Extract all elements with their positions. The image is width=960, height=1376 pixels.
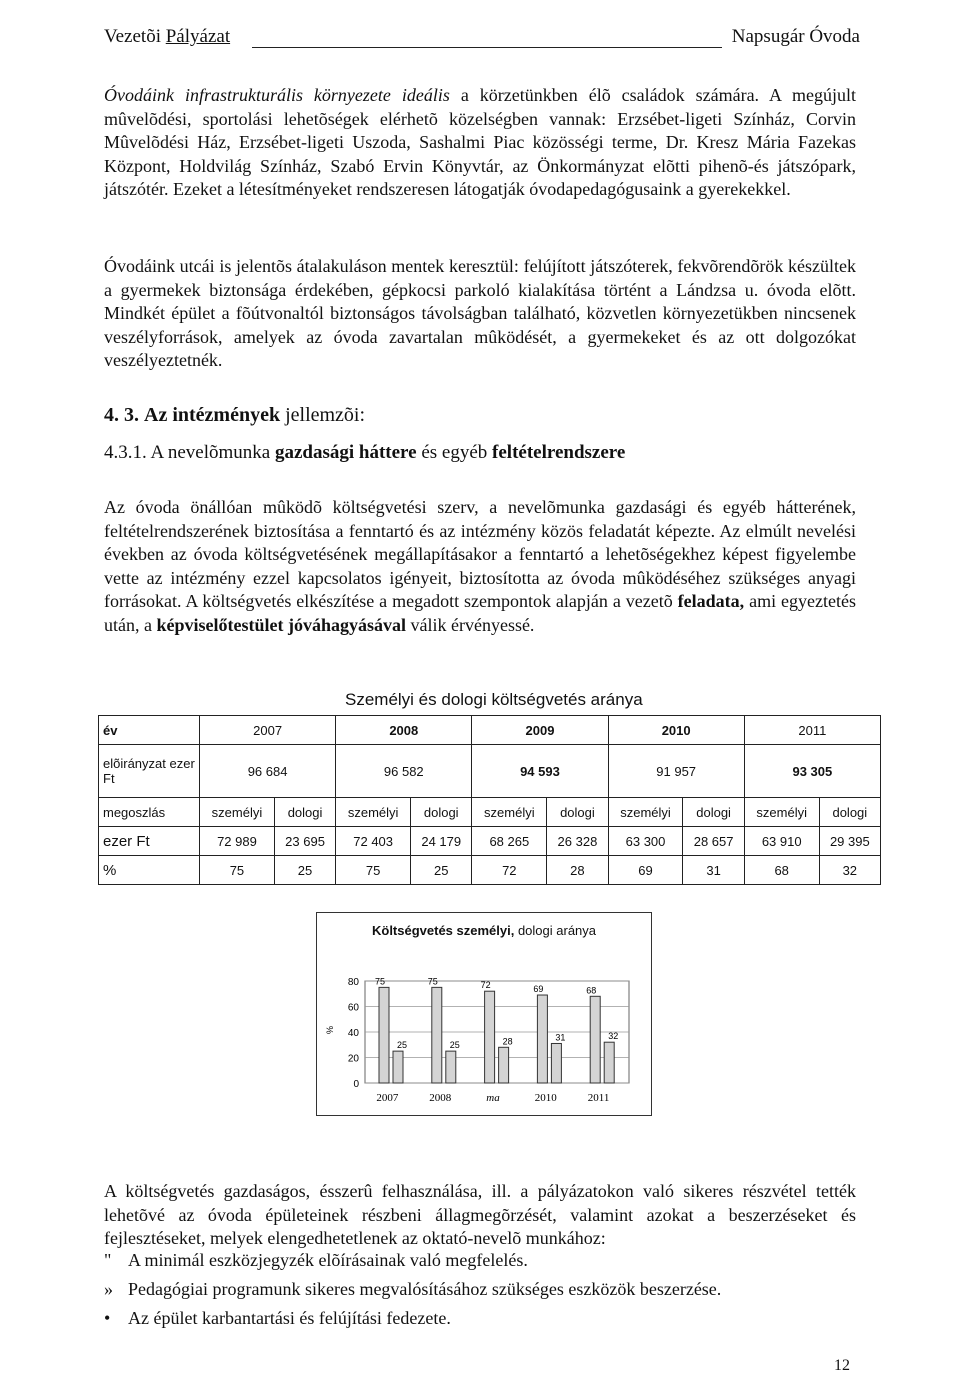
page-number: 12 — [834, 1357, 850, 1374]
section-number: 4. 3. — [104, 404, 139, 426]
chart-title-rest: dologi aránya — [514, 923, 597, 938]
table-cell-split: személyi — [336, 798, 411, 827]
list-item — [104, 1279, 721, 1308]
table-cell-budget: 91 957 — [608, 745, 744, 798]
table-cell-amount: 68 265 — [472, 827, 547, 856]
table-cell-year: 2007 — [200, 716, 336, 745]
paragraph-usage: A költségvetés gazdaságos, ésszerû felhasználása, ill. a pályázatokon való sikeres részvétel tették lehetõvé az óvoda épületeinek részbeni állagmegõrzését, valamint azokat a beszerzéseket és fejlesztéseket, melyek elengedhetetlenek az oktató-nevelõ munkához: — [104, 1181, 856, 1249]
table-cell-budget: 93 305 — [744, 745, 880, 798]
table-cell-split: személyi — [200, 798, 275, 827]
chart-y-tick-label: 80 — [347, 977, 359, 988]
paragraph-italic-lead: Óvodáink infrastrukturális környezete ideális — [104, 85, 450, 105]
header-left-underlined: Pályázat — [165, 26, 231, 47]
header-rule — [252, 47, 722, 48]
table-cell-percent: 31 — [683, 856, 744, 885]
chart-x-tick-label: 2011 — [587, 1092, 610, 1104]
chart-x-tick-label: 2010 — [534, 1092, 557, 1104]
section-bold: Az intézmények — [144, 404, 281, 426]
table-row-budget — [99, 745, 881, 798]
bullet-list — [104, 1250, 721, 1337]
paragraph-budget — [104, 496, 856, 638]
subsection-number: 4.3.1. — [104, 442, 147, 463]
table-cell-amount: 63 300 — [608, 827, 683, 856]
subsection-text-a: A nevelõmunka — [146, 442, 275, 463]
chart-bar — [537, 995, 547, 1083]
table-title: Személyi és dologi költségvetés aránya — [345, 690, 643, 709]
budget-chart — [316, 912, 652, 1116]
table-cell-budget-label: elõirányzat ezer Ft — [99, 745, 200, 798]
subsection-heading — [104, 442, 625, 464]
chart-plot — [317, 913, 651, 1115]
chart-bar — [604, 1042, 614, 1083]
table-cell-split: dologi — [547, 798, 608, 827]
chart-bar — [499, 1047, 509, 1083]
chart-bar — [379, 987, 389, 1083]
table-cell-split: személyi — [744, 798, 819, 827]
table-cell-split: személyi — [472, 798, 547, 827]
chart-bar — [393, 1051, 403, 1083]
bullet-marker: " — [104, 1250, 112, 1270]
chart-data-label: 72 — [480, 980, 491, 991]
chart-y-tick-label: 0 — [353, 1079, 359, 1090]
table-cell-year: 2008 — [336, 716, 472, 745]
chart-data-label: 25 — [449, 1040, 460, 1051]
table-cell-percent: 72 — [472, 856, 547, 885]
table-cell-amount: 23 695 — [274, 827, 335, 856]
budget-table — [98, 715, 881, 885]
budget-text-b: ami egyeztetés után, a — [104, 591, 856, 635]
table-cell-budget: 96 684 — [200, 745, 336, 798]
table-cell-percent-label: % — [99, 856, 200, 885]
chart-x-tick-label: 2007 — [376, 1092, 399, 1104]
table-cell-percent: 75 — [200, 856, 275, 885]
table-cell-percent: 69 — [608, 856, 683, 885]
table-cell-split: dologi — [411, 798, 472, 827]
table-row-years — [99, 716, 881, 745]
chart-y-axis-label: % — [325, 1025, 335, 1034]
page-header — [104, 26, 860, 52]
table-cell-year: 2009 — [472, 716, 608, 745]
chart-data-label: 75 — [427, 976, 438, 987]
paragraph-body: a körzetünkben élõ családok számára. A megújult mûvelõdési, sportolási lehetõségek elérhetõ közelségben vannak: Erzsébet-ligeti Színház, Corvin Mûvelõdési Ház, Erzsébet-ligeti Uszoda, Sashalmi Piac közösségi terme, Dr. Kresz Mária Fazekas Központ, Holdvilág Színház, Szabó Ervin Könyvtár, az Önkormányzat elõtti pihenõ-és játszópark, játszótér. Ezeket a létesítményeket rendszeresen látogatják óvodapedagógusaink a gyerekekkel. — [104, 85, 856, 200]
table-row-split — [99, 798, 881, 827]
table-cell-budget: 96 582 — [336, 745, 472, 798]
table-cell-amount: 26 328 — [547, 827, 608, 856]
chart-data-label: 31 — [555, 1032, 566, 1043]
table-cell-split-label: megoszlás — [99, 798, 200, 827]
chart-y-tick-label: 20 — [347, 1053, 359, 1065]
bullet-text: Pedagógiai programunk sikeres megvalósításához szükséges eszközök beszerzése. — [128, 1279, 722, 1299]
chart-data-label: 69 — [533, 984, 544, 995]
chart-bar — [551, 1043, 561, 1083]
chart-bar — [590, 996, 600, 1083]
section-rest: jellemzõi: — [280, 404, 366, 426]
table-cell-percent: 25 — [411, 856, 472, 885]
table-cell-percent: 68 — [744, 856, 819, 885]
bullet-text: Az épület karbantartási és felújítási fedezete. — [128, 1308, 451, 1328]
chart-x-tick-label: ma — [486, 1092, 500, 1104]
table-cell-percent: 28 — [547, 856, 608, 885]
subsection-bold-a: gazdasági háttere — [274, 442, 417, 463]
table-cell-amount-label: ezer Ft — [99, 827, 200, 856]
chart-bar — [432, 987, 442, 1083]
chart-bar — [446, 1051, 456, 1083]
paragraph-streets: Óvodáink utcái is jelentõs átalakuláson mentek keresztül: felújított játszóterek, fekvõrendõrök készültek a gyermekek biztonsága érdekében, gépkocsi parkoló kialakítása történt a Lándzsa u. óvoda elõtt. Mindkét épület a fõútvonaltól biztonságos távolságban található, közvetlen környezetükben nincsenek veszélyforrások, amelyek az óvoda zavartalan mûködését, a gyermekeket és az ott dolgozókat veszélyeztetnék. — [104, 256, 856, 371]
header-left — [104, 26, 230, 48]
bullet-marker: • — [104, 1308, 111, 1328]
list-item — [104, 1250, 721, 1279]
table-cell-percent: 25 — [274, 856, 335, 885]
table-cell-percent: 32 — [819, 856, 880, 885]
table-cell-amount: 72 403 — [336, 827, 411, 856]
table-cell-amount: 72 989 — [200, 827, 275, 856]
table-cell-budget: 94 593 — [472, 745, 608, 798]
table-cell-year: 2010 — [608, 716, 744, 745]
chart-y-tick-label: 40 — [347, 1028, 359, 1039]
list-item — [104, 1308, 721, 1337]
subsection-text-b: és egyéb — [416, 442, 493, 463]
table-row-percent — [99, 856, 881, 885]
chart-data-label: 32 — [608, 1031, 619, 1042]
budget-bold-a: feladata, — [677, 591, 745, 612]
table-cell-amount: 28 657 — [683, 827, 744, 856]
table-cell-split: dologi — [683, 798, 744, 827]
budget-text-c: válik érvényessé. — [405, 614, 535, 635]
table-cell-amount: 29 395 — [819, 827, 880, 856]
chart-data-label: 75 — [374, 976, 386, 987]
bullet-text: A minimál eszközjegyzék elõírásainak való megfelelés. — [128, 1250, 528, 1270]
table-cell-percent: 75 — [336, 856, 411, 885]
table-cell-split: dologi — [819, 798, 880, 827]
chart-title-bold: Költségvetés személyi, — [371, 923, 515, 938]
header-left-text: Vezetõi — [104, 26, 166, 47]
chart-data-label: 28 — [502, 1036, 513, 1047]
header-right: Napsugár Óvoda — [731, 26, 860, 47]
chart-data-label: 25 — [396, 1040, 408, 1051]
bullet-marker: » — [104, 1279, 113, 1299]
budget-bold-b: képviselőtestület jóváhagyásával — [156, 614, 406, 635]
paragraph-infrastructure — [104, 84, 856, 202]
table-row-amount — [99, 827, 881, 856]
subsection-bold-b: feltételrendszere — [492, 442, 626, 463]
section-heading — [104, 404, 365, 427]
chart-data-label: 68 — [586, 985, 597, 996]
chart-y-tick-label: 60 — [347, 1002, 359, 1014]
table-cell-split: dologi — [274, 798, 335, 827]
chart-x-tick-label: 2008 — [429, 1092, 452, 1104]
table-cell-year-label: év — [99, 716, 200, 745]
table-cell-year: 2011 — [744, 716, 880, 745]
table-cell-amount: 63 910 — [744, 827, 819, 856]
table-cell-split: személyi — [608, 798, 683, 827]
budget-text-a: Az óvoda önállóan mûködõ költségvetési szerv, a nevelõmunka gazdasági és egyéb hátterének, feltételrendszerének biztosítása a fenntartó és az intézmény közös feladatát képezte. Az elmúlt nevelési években az óvoda költségvetésének megállapításakor a fenntartó a lehetõségekhez képest figyelembe vette az intézmény ezzel kapcsolatos igényeit, biztosította az óvoda mûködéséhez szükséges anyagi forrásokat. A költségvetés elkészítése a megadott szempontok alapján a vezetõ — [104, 497, 856, 612]
chart-bar — [485, 991, 495, 1083]
table-cell-amount: 24 179 — [411, 827, 472, 856]
